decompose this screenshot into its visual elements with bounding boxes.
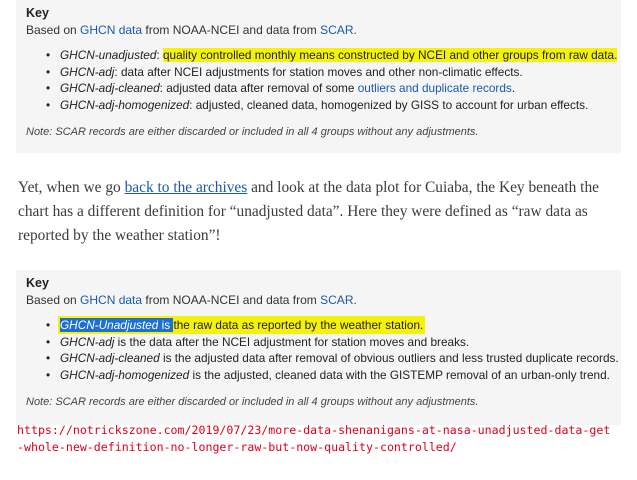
based-middle: from NOAA-NCEI and data from [142,23,321,37]
top-key-heading: Key [26,6,49,20]
source-url[interactable]: https://notrickszone.com/2019/07/23/more-data-shenanigans-at-nasa-unadjusted-data-get-whole-new-definition-no-longer-raw-but-now-quality-controlled/ [17,423,611,454]
definition-text: the adjusted data after removal of obvious outliers and less trusted duplicate records. [174,351,619,365]
definition-separator: is [159,351,175,365]
definition-separator: is [158,318,174,332]
definition-ghcn-adj-homogenized [46,97,611,114]
top-key-definitions [26,47,618,113]
definition-end: . [511,81,516,95]
definition-separator: : [156,48,163,62]
definition-ghcn-adj [46,334,611,351]
based-suffix: . [353,23,357,37]
definition-text: the raw data as reported by the weather station. [173,318,424,332]
bottom-key-heading: Key [26,276,49,290]
definition-text: the adjusted, cleaned data with the GISTEMP removal of an urban-only trend. [204,367,610,382]
definition-separator: is [114,334,130,349]
based-middle: from NOAA-NCEI and data from [142,293,321,307]
definition-text: adjusted, cleaned data, homogenized by GISS to account for urban effects. [195,97,589,112]
definition-term: GHCN-adj-homogenized [60,367,190,382]
paragraph-text-end: and look at the data plot for Cuiaba, the Key beneath the chart has a different definition for “unadjusted data”. Here they were defined as “raw data as reported by the weather station”! [18,179,599,244]
definition-text: the data after the NCEI adjustment for station moves and breaks. [129,334,470,349]
definition-term: GHCN-adj-cleaned [60,351,160,365]
based-prefix: Based on [26,293,81,307]
top-key-source-line [26,22,611,38]
definition-text: adjusted data after removal of some [166,81,358,95]
bottom-key-note: Note: SCAR records are either discarded or included in all 4 groups without any adjustments. [26,396,479,408]
scar-link[interactable]: SCAR [320,23,354,37]
definition-separator: : [189,97,196,112]
definition-ghcn-adj [46,64,611,81]
based-prefix: Based on [26,23,81,37]
paragraph-text-start: Yet, when we go [18,179,125,196]
definition-separator: is [189,367,205,382]
definition-term: GHCN-Unadjusted [60,318,159,332]
archives-link[interactable]: back to the archives [124,179,248,196]
definition-term: GHCN-adj [60,64,115,79]
definition-ghcn-unadjusted [46,317,611,334]
top-key-note: Note: SCAR records are either discarded or included in all 4 groups without any adjustments. [26,126,479,138]
article-paragraph [18,176,618,248]
bottom-key-source-line [26,292,611,308]
ghcn-data-link[interactable]: GHCN data [80,293,143,307]
outliers-duplicates-link[interactable]: outliers and duplicate records [357,81,512,95]
definition-term: GHCN-adj [60,334,115,349]
definition-ghcn-adj-cleaned [46,350,619,367]
top-key-panel [16,0,621,153]
highlighted-definition [60,318,423,332]
bottom-key-panel [16,270,621,425]
bottom-key-definitions [26,317,619,383]
definition-ghcn-adj-homogenized [46,367,611,384]
definition-separator: : [114,64,121,79]
ghcn-data-link[interactable]: GHCN data [80,23,143,37]
definition-ghcn-adj-cleaned [46,80,611,97]
definition-term: GHCN-adj-cleaned [60,81,160,95]
based-suffix: . [353,293,357,307]
highlighted-definition: quality controlled monthly means constructed by NCEI and other groups from raw data. [162,48,618,62]
scar-link[interactable]: SCAR [320,293,354,307]
definition-text: data after NCEI adjustments for station moves and other non-climatic effects. [120,64,523,79]
definition-ghcn-unadjusted [46,47,618,64]
definition-separator: : [159,81,167,95]
definition-term: GHCN-adj-homogenized [60,97,190,112]
definition-term: GHCN-unadjusted [60,48,157,62]
